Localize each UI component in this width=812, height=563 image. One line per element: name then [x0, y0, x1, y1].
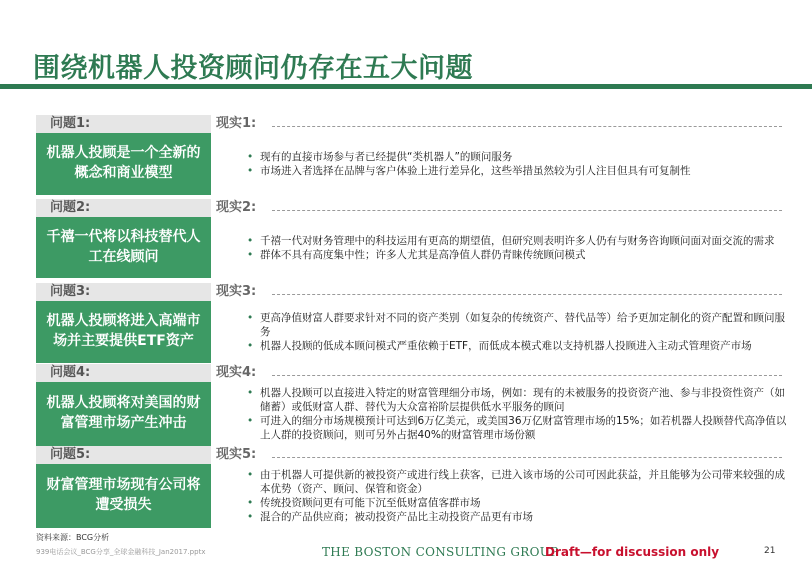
title-divider: [0, 84, 812, 89]
question-label: 问题1:: [36, 115, 211, 133]
bullet-item: • 传统投资顾问更有可能下沉至低财富值客群市场: [230, 496, 790, 510]
reality-bullets: [230, 301, 790, 363]
issue-row-2: [0, 199, 812, 283]
issue-row-1: [0, 115, 812, 195]
reality-label: 现实4:: [216, 365, 257, 380]
bullet-item: • 群体不具有高度集中性；许多人尤其是高净值人群仍青睐传统顾问模式: [230, 248, 790, 262]
question-label: 问题3:: [36, 283, 211, 301]
bullet-item: • 混合的产品供应商；被动投资产品比主动投资产品更有市场: [230, 510, 790, 524]
reality-bullets: [230, 464, 790, 528]
question-label: 问题5:: [36, 446, 211, 464]
page-number: 21: [764, 546, 776, 556]
reality-label: 现实3:: [216, 284, 257, 299]
bullet-item: • 千禧一代对财务管理中的科技运用有更高的期望值，但研究则表明许多人仍有与财务咨询顾问面对面交流的需求: [230, 234, 790, 248]
question-box: 机器人投顾将对美国的财富管理市场产生冲击: [36, 382, 211, 446]
reality-label: 现实2:: [216, 200, 257, 215]
draft-notice: Draft—for discussion only: [545, 545, 720, 559]
bullet-item: • 可进入的细分市场规模预计可达到6万亿美元，或美国36万亿财富管理市场的15%；如若机器人投顾替代高净值以上人群的投资顾问，则可另外占据40%的财富管理市场份额: [230, 414, 790, 442]
reality-label: 现实1:: [216, 116, 257, 131]
question-box: 财富管理市场现有公司将遭受损失: [36, 464, 211, 528]
reality-bullets: [230, 382, 790, 446]
reality-bullets: [230, 133, 790, 195]
reality-divider: [272, 126, 782, 127]
reality-divider: [272, 457, 782, 458]
issue-row-4: [0, 364, 812, 448]
question-box: 千禧一代将以科技替代人工在线顾问: [36, 217, 211, 278]
reality-label: 现实5:: [216, 447, 257, 462]
bullet-item: • 由于机器人可提供新的被投资产或进行线上获客，已进入该市场的公司可因此获益，并且能够为公司带来较强的成本优势（资产、顾问、保管和资金）: [230, 468, 790, 496]
bullet-item: • 现有的直接市场参与者已经提供“类机器人”的顾问服务: [230, 150, 790, 164]
reality-divider: [272, 210, 782, 211]
question-box: 机器人投顾将进入高端市场并主要提供ETF资产: [36, 301, 211, 363]
bullet-item: • 机器人投顾的低成本顾问模式严重依赖于ETF，而低成本模式难以支持机器人投顾进入主动式管理资产市场: [230, 339, 790, 353]
source-note: 资料来源：BCG分析: [36, 533, 110, 542]
issue-row-3: [0, 283, 812, 367]
bullet-item: • 更高净值财富人群要求针对不同的资产类别（如复杂的传统资产、替代品等）给予更加定制化的资产配置和顾问服务: [230, 311, 790, 339]
question-label: 问题4:: [36, 364, 211, 382]
issue-row-5: [0, 446, 812, 530]
page-title: 围绕机器人投资顾问仍存在五大问题: [33, 53, 473, 84]
bullet-item: • 市场进入者选择在品牌与客户体验上进行差异化，这些举措虽然较为引人注目但具有可复制性: [230, 164, 790, 178]
reality-bullets: [230, 217, 790, 278]
question-box: 机器人投顾是一个全新的概念和商业模型: [36, 133, 211, 195]
bullet-item: • 机器人投顾可以直接进入特定的财富管理细分市场，例如：现有的未被服务的投资资产池、参与非投资性资产（如储蓄）或低财富人群、替代为大众富裕阶层提供低水平服务的顾问: [230, 386, 790, 414]
reality-divider: [272, 375, 782, 376]
footer-filename: 939电话会议_BCG分享_全球金融科技_Jan2017.pptx: [36, 548, 206, 556]
company-logo-text: THE BOSTON CONSULTING GROUP: [322, 545, 559, 559]
reality-divider: [272, 294, 782, 295]
question-label: 问题2:: [36, 199, 211, 217]
